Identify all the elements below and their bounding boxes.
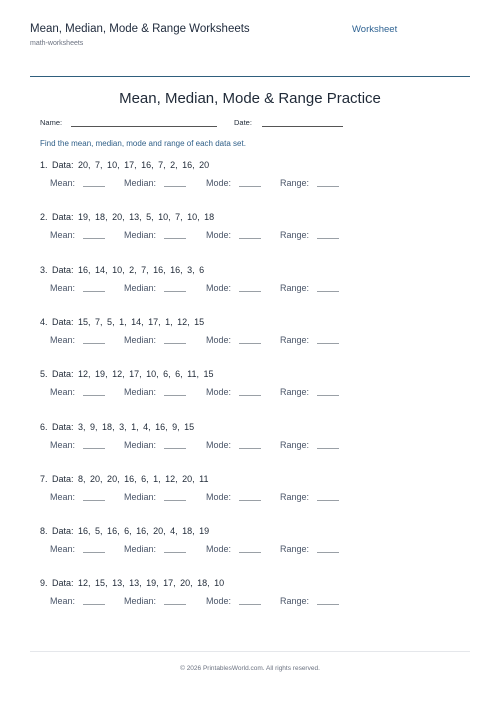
- mode-label: Mode:: [206, 596, 232, 607]
- mean-blank-line: [83, 186, 105, 187]
- problem-data: Data: 8, 20, 20, 16, 6, 1, 12, 20, 11: [52, 473, 209, 484]
- median-blank-line: [164, 500, 186, 501]
- mode-label: Mode:: [206, 334, 232, 345]
- mean-label: Mean:: [50, 282, 76, 293]
- median-blank-line: [164, 343, 186, 344]
- mode-answer: [206, 387, 261, 397]
- problem-data: Data: 15, 7, 5, 1, 14, 17, 1, 12, 15: [52, 316, 205, 327]
- median-answer: [124, 492, 186, 502]
- mode-blank-line: [239, 395, 261, 396]
- range-blank-line: [317, 448, 339, 449]
- mean-answer: [50, 492, 105, 502]
- range-answer: [280, 440, 339, 450]
- mode-blank-line: [239, 500, 261, 501]
- mean-label: Mean:: [50, 491, 76, 502]
- median-blank-line: [164, 291, 186, 292]
- range-answer: [280, 178, 339, 188]
- mean-answer: [50, 283, 105, 293]
- mode-blank-line: [239, 604, 261, 605]
- mode-answer: [206, 178, 261, 188]
- problem-item: [40, 526, 460, 566]
- mean-label: Mean:: [50, 439, 76, 450]
- answer-row: [40, 440, 460, 454]
- mean-blank-line: [83, 343, 105, 344]
- site-subtitle: math-worksheets: [30, 40, 84, 47]
- problem-data-line: [40, 265, 204, 275]
- answer-row: [40, 544, 460, 558]
- problem-data: Data: 16, 14, 10, 2, 7, 16, 16, 3, 6: [52, 264, 205, 275]
- mean-answer: [50, 335, 105, 345]
- problem-data: Data: 12, 15, 13, 13, 19, 17, 20, 18, 10: [52, 578, 225, 589]
- median-answer: [124, 596, 186, 606]
- median-answer: [124, 230, 186, 240]
- mode-blank-line: [239, 238, 261, 239]
- mean-answer: [50, 387, 105, 397]
- range-blank-line: [317, 395, 339, 396]
- problem-number: 3.: [40, 264, 48, 275]
- problem-data: Data: 19, 18, 20, 13, 5, 10, 7, 10, 18: [52, 212, 215, 223]
- mode-answer: [206, 440, 261, 450]
- median-label: Median:: [124, 334, 157, 345]
- median-answer: [124, 440, 186, 450]
- mean-label: Mean:: [50, 387, 76, 398]
- mean-blank-line: [83, 238, 105, 239]
- median-label: Median:: [124, 387, 157, 398]
- mode-answer: [206, 596, 261, 606]
- mode-answer: [206, 544, 261, 554]
- worksheet-link[interactable]: Worksheet: [352, 24, 398, 35]
- mode-label: Mode:: [206, 491, 232, 502]
- mean-answer: [50, 230, 105, 240]
- mode-blank-line: [239, 552, 261, 553]
- median-answer: [124, 544, 186, 554]
- answer-row: [40, 492, 460, 506]
- problem-item: [40, 474, 460, 514]
- problem-data-line: [40, 422, 194, 432]
- mode-answer: [206, 230, 261, 240]
- range-label: Range:: [280, 230, 310, 241]
- header-divider: [30, 76, 470, 77]
- range-label: Range:: [280, 178, 310, 188]
- mode-answer: [206, 492, 261, 502]
- problem-data-line: [40, 578, 224, 588]
- problem-number: 2.: [40, 212, 48, 223]
- mode-label: Mode:: [206, 387, 232, 398]
- problem-item: [40, 317, 460, 357]
- mean-blank-line: [83, 291, 105, 292]
- problem-data-line: [40, 474, 208, 484]
- mode-answer: [206, 335, 261, 345]
- mean-blank-line: [83, 395, 105, 396]
- range-blank-line: [317, 552, 339, 553]
- footer-divider: [30, 651, 470, 652]
- mean-blank-line: [83, 604, 105, 605]
- range-blank-line: [317, 343, 339, 344]
- range-blank-line: [317, 500, 339, 501]
- median-blank-line: [164, 604, 186, 605]
- median-label: Median:: [124, 544, 157, 555]
- mean-label: Mean:: [50, 544, 76, 555]
- problem-data: Data: 20, 7, 10, 17, 16, 7, 2, 16, 20: [52, 160, 210, 170]
- mean-answer: [50, 440, 105, 450]
- problem-data-line: [40, 369, 213, 379]
- mean-label: Mean:: [50, 230, 76, 241]
- median-blank-line: [164, 552, 186, 553]
- mean-label: Mean:: [50, 178, 76, 188]
- footer-copyright: © 2026 PrintablesWorld.com. All rights reserved.: [180, 665, 320, 672]
- range-answer: [280, 230, 339, 240]
- mean-answer: [50, 544, 105, 554]
- problem-data: Data: 12, 19, 12, 17, 10, 6, 6, 11, 15: [52, 369, 214, 380]
- mean-label: Mean:: [50, 596, 76, 607]
- mode-blank-line: [239, 448, 261, 449]
- name-label: Name:: [40, 118, 63, 127]
- mode-answer: [206, 283, 261, 293]
- range-blank-line: [317, 604, 339, 605]
- mode-label: Mode:: [206, 178, 232, 188]
- median-label: Median:: [124, 596, 157, 607]
- problem-number: 8.: [40, 526, 48, 537]
- range-blank-line: [317, 291, 339, 292]
- median-label: Median:: [124, 439, 157, 450]
- range-label: Range:: [280, 491, 310, 502]
- median-blank-line: [164, 448, 186, 449]
- range-label: Range:: [280, 282, 310, 293]
- problem-item: [40, 265, 460, 305]
- mode-blank-line: [239, 291, 261, 292]
- answer-row: [40, 387, 460, 401]
- problem-data: Data: 16, 5, 16, 6, 16, 20, 4, 18, 19: [52, 526, 210, 537]
- mean-answer: [50, 596, 105, 606]
- mode-label: Mode:: [206, 230, 232, 241]
- mode-label: Mode:: [206, 282, 232, 293]
- problem-number: 9.: [40, 578, 48, 589]
- mean-label: Mean:: [50, 334, 76, 345]
- range-label: Range:: [280, 334, 310, 345]
- instructions: Find the mean, median, mode and range of each data set.: [40, 139, 246, 148]
- problem-data-line: [40, 160, 209, 170]
- mode-blank-line: [239, 343, 261, 344]
- range-label: Range:: [280, 596, 310, 607]
- worksheet-title: Mean, Median, Mode & Range Practice: [119, 90, 381, 107]
- problem-item: [40, 422, 460, 462]
- name-blank-line: [71, 126, 217, 127]
- range-label: Range:: [280, 544, 310, 555]
- range-label: Range:: [280, 439, 310, 450]
- problem-item: [40, 160, 460, 200]
- problem-number: 6.: [40, 421, 48, 432]
- median-label: Median:: [124, 282, 157, 293]
- answer-row: [40, 335, 460, 349]
- answer-row: [40, 596, 460, 610]
- range-blank-line: [317, 186, 339, 187]
- problem-item: [40, 578, 460, 618]
- range-answer: [280, 387, 339, 397]
- site-title: Mean, Median, Mode & Range Worksheets: [30, 23, 250, 35]
- problem-number: 1.: [40, 160, 48, 170]
- median-blank-line: [164, 238, 186, 239]
- date-label: Date:: [234, 118, 252, 127]
- answer-row: [40, 230, 460, 244]
- problem-data-line: [40, 526, 209, 536]
- problem-number: 7.: [40, 473, 48, 484]
- median-label: Median:: [124, 178, 157, 188]
- problem-data-line: [40, 212, 214, 222]
- median-answer: [124, 335, 186, 345]
- range-blank-line: [317, 238, 339, 239]
- median-label: Median:: [124, 491, 157, 502]
- range-answer: [280, 335, 339, 345]
- median-blank-line: [164, 186, 186, 187]
- problem-number: 5.: [40, 369, 48, 380]
- mean-answer: [50, 178, 105, 188]
- mode-label: Mode:: [206, 439, 232, 450]
- answer-row: [40, 283, 460, 297]
- problem-data-line: [40, 317, 204, 327]
- mean-blank-line: [83, 448, 105, 449]
- median-label: Median:: [124, 230, 157, 241]
- range-answer: [280, 596, 339, 606]
- date-blank-line: [262, 126, 343, 127]
- median-blank-line: [164, 395, 186, 396]
- median-answer: [124, 387, 186, 397]
- median-answer: [124, 178, 186, 188]
- mean-blank-line: [83, 552, 105, 553]
- answer-row: [40, 178, 460, 192]
- range-answer: [280, 283, 339, 293]
- problem-data: Data: 3, 9, 18, 3, 1, 4, 16, 9, 15: [52, 421, 195, 432]
- mode-label: Mode:: [206, 544, 232, 555]
- median-answer: [124, 283, 186, 293]
- range-answer: [280, 492, 339, 502]
- mean-blank-line: [83, 500, 105, 501]
- range-label: Range:: [280, 387, 310, 398]
- problem-item: [40, 212, 460, 252]
- problem-number: 4.: [40, 316, 48, 327]
- problem-item: [40, 369, 460, 409]
- range-answer: [280, 544, 339, 554]
- mode-blank-line: [239, 186, 261, 187]
